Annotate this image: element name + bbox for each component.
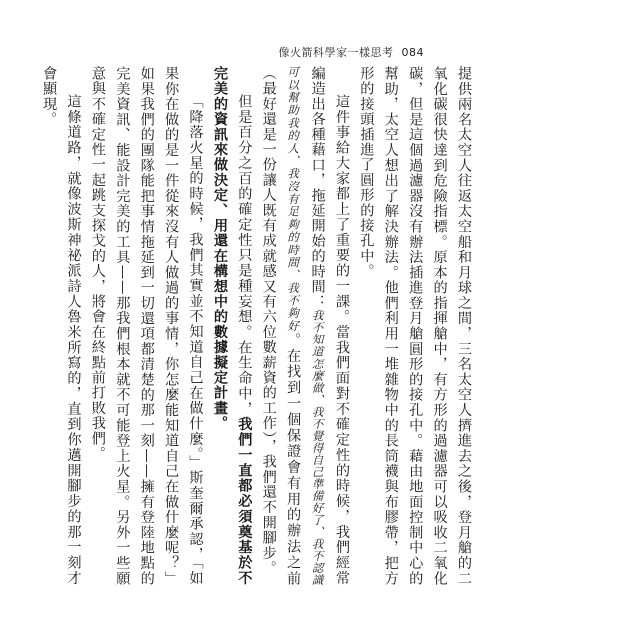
paragraph-text-run: 這件事給大家都上了重要的一課。當我們面對不確定性的時候，我們經常編造出各種藉口，拖延開始的時間： — [309, 66, 350, 586]
paragraph-p3 — [208, 66, 257, 586]
page-number: 084 — [401, 46, 424, 59]
paragraph-text-run: 我們一直都必須奠基於不完美的資訊來做決定、用還在構想中的數據擬定計畫。 — [211, 66, 253, 587]
vertical-body-text — [41, 66, 476, 587]
paragraph-text-run: 這條道路，就像波斯神祕派詩人魯米所寫的，直到你邁開腳步的那一刻才會顯現。 — [41, 66, 82, 586]
book-title: 像火箭科學家一樣思考 — [278, 46, 394, 59]
paragraph-text-run: 。在找到一個保證會有用的辦法之前（最好還是一份讓人既有成就感又有六位數薪資的工作），我們還不開腳步。 — [260, 66, 302, 587]
paragraph-p1 — [354, 66, 476, 586]
paragraph-text-run: 我不知道怎麼做、我不覺得自己準備好了、我不認識可以幫助我的人、我沒有足夠的時間、我不夠好 — [286, 66, 325, 587]
paragraph-p5 — [37, 66, 86, 586]
paragraph-p2 — [256, 66, 354, 586]
paragraph-p4 — [86, 66, 208, 586]
paragraph-text-run: 「降落火星的時候，我們其實並不知道自己在做什麼。」斯奎爾承認，「如果你在做的是一件從來沒有人做過的事情，你怎麼能知道自己在做什麼呢？」如果我們的團隊能把事情拖延到一切還項都清楚的那一刻——擁有登陸地點的完美資訊、能設計完美的工具——那我們根本就不可能登上火星。另外一些願意與不確定性一起跳支探戈的人，將會在終點前打敗我們。 — [89, 66, 204, 586]
running-header — [0, 44, 424, 60]
paragraph-text-run: 提供兩名太空人往返太空船和月球之間，三名太空人擠進去之後，登月艙的二氧化碳很快達到危險指標。原本的指揮艙中，有方形的過濾器可以吸收二氧化碳，但是這個過濾器沒有辦法插進登月艙圓形的接孔中。藉由地面控制中心的幫助，太空人想出了解決辦法。他們利用一堆雜物中的長筒襪與布膠帶，把方形的接頭插進了圓形的接孔中。 — [358, 66, 472, 586]
paragraph-text-run: 但是百分之百的確定性只是種妄想。在生命中， — [236, 94, 253, 418]
